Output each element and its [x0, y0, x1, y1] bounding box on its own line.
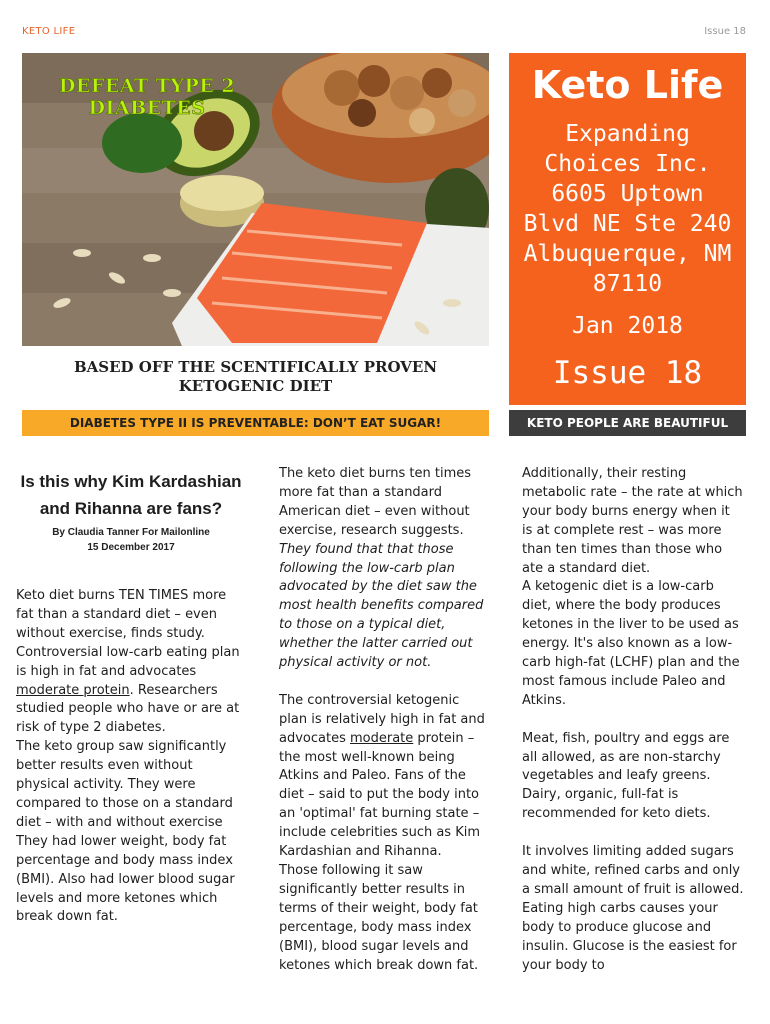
article-paragraph-italic: They found that that those following the low-carb plan advocated by the diet saw the most health benefits compared to those on a typical diet, whether the latter carried out physical activity or not.: [279, 541, 484, 671]
article-paragraph: It involves limiting added sugars and white, refined carbs and only a small amount of fruit is allowed. Eating high carbs causes your body to produce glucose and insulin. Glucose is the easiest for your body to: [522, 844, 744, 973]
running-header-title: KETO LIFE: [22, 26, 76, 37]
article-paragraph: Those following it saw significantly better results in terms of their weight, body fat percentage, body mass index (BMI), blood sugar levels and ketones which break down fat.: [279, 863, 479, 973]
section-banner-left: DIABETES TYPE II IS PREVENTABLE: DON’T EAT SUGAR!: [22, 410, 489, 436]
article-paragraph: The keto diet burns ten times more fat than a standard American diet – even without exercise, research suggests.: [279, 466, 472, 538]
issue-date: Jan 2018: [572, 313, 683, 339]
article-byline: By Claudia Tanner For Mailonline: [52, 527, 210, 538]
masthead-sidebar: [509, 53, 746, 405]
photo-headline: DEFEAT TYPE 2 DIABETES: [58, 75, 236, 119]
masthead-title: Keto Life: [531, 63, 724, 107]
article-paragraph: The keto group saw significantly better results even without physical activity. They were compared to those on a standard diet – with and without exercise They had lower weight, body fat percentage and body mass index (BMI). Also had lower blood sugar levels and more ketones which break down fat.: [16, 739, 235, 925]
article-paragraph: A ketogenic diet is a low-carb diet, where the body produces ketones in the liver to be used as energy. It's also known as a low-carb high-fat (LCHF) plan and the most famous include Paleo and Atkins.: [522, 579, 740, 708]
article-paragraph: The controversial ketogenic plan is relatively high in fat and advocates moderate protein – the most well-known being Atkins and Paleo. Fans of the diet – said to put the body into an 'optimal' fat burning state – include celebrities such as Kim Kardashian and Rihanna.: [279, 692, 485, 860]
moderate-link[interactable]: moderate: [349, 730, 414, 746]
article-paragraph: Additionally, their resting metabolic rate – the rate at which your body burns energy when it is at complete rest – was more than ten times than those who ate a standard diet.: [522, 466, 743, 576]
hero-photo: [22, 53, 489, 346]
article-title: Is this why Kim Kardashian and Rihanna are fans?: [20, 472, 242, 518]
article-column-1: [16, 468, 246, 927]
article-paragraph: Meat, fish, poultry and eggs are all allowed, as are non-starchy vegetables and leafy greens. Dairy, organic, full-fat is recommended for keto diets.: [522, 730, 730, 822]
article-dateline: 15 December 2017: [87, 542, 175, 553]
publisher-address: Expanding Choices Inc. 6605 Uptown Blvd NE Ste 240 Albuquerque, NM 87110: [523, 121, 732, 297]
article-paragraph: Keto diet burns TEN TIMES more fat than a standard diet – even without exercise, finds study. Controversial low-carb eating plan is high in fat and advocates moderate protein. Researchers studied people who have or are at risk of type 2 diabetes.: [16, 588, 240, 736]
issue-number: Issue 18: [552, 355, 703, 391]
subheadline: BASED OFF THE SCENTIFICALLY PROVEN KETOGENIC DIET: [73, 358, 438, 395]
moderate-protein-link[interactable]: moderate protein: [16, 682, 130, 698]
section-banner-right: KETO PEOPLE ARE BEAUTIFUL: [509, 410, 746, 436]
article-column-2: [279, 465, 491, 975]
article-column-3: [522, 465, 744, 975]
running-header-issue: Issue 18: [704, 26, 746, 37]
